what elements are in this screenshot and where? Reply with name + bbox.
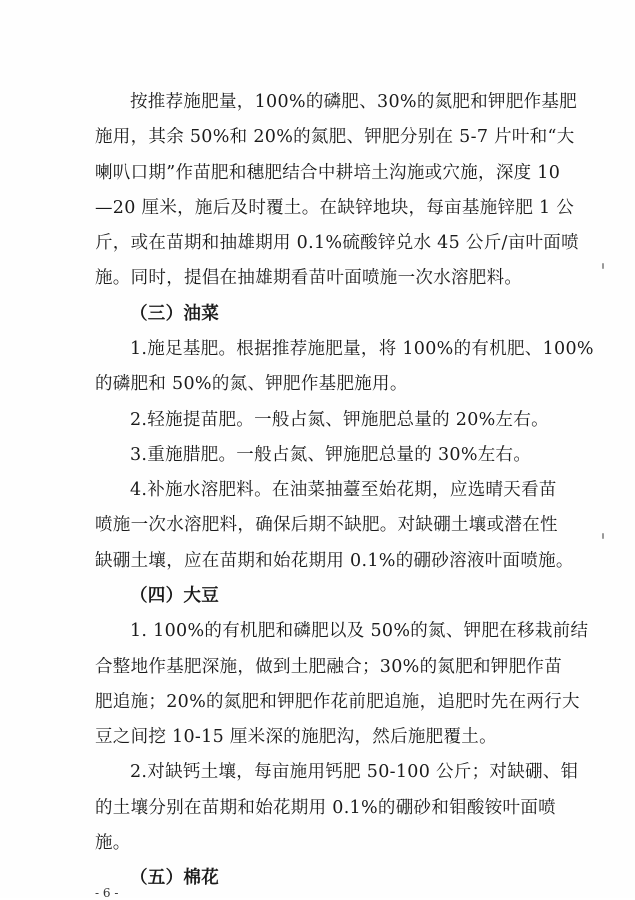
- text-line: 的磷肥和 50%的氮、钾肥作基肥施用。: [95, 374, 408, 394]
- text-line: 施用，其余 50%和 20%的氮肥、钾肥分别在 5-7 片叶和“大: [95, 127, 575, 147]
- text-line: 2.对缺钙土壤，每亩施用钙肥 50-100 公斤；对缺硼、钼: [130, 762, 579, 782]
- text-line: 喇叭口期”作苗肥和穗肥结合中耕培土沟施或穴施，深度 10: [95, 163, 561, 183]
- text-line: 肥追施；20%的氮肥和钾肥作花前肥追施，追肥时先在两行大: [95, 692, 580, 712]
- text-line: 缺硼土壤，应在苗期和始花期用 0.1%的硼砂溶液叶面喷施。: [95, 551, 574, 571]
- text-line: 豆之间挖 10-15 厘米深的施肥沟，然后施肥覆土。: [95, 727, 497, 747]
- scan-speck: [602, 263, 604, 269]
- scan-speck: [602, 533, 604, 539]
- text-line: 斤，或在苗期和抽雄期用 0.1%硫酸锌兑水 45 公斤/亩叶面喷: [95, 233, 579, 253]
- text-line: 1. 100%的有机肥和磷肥以及 50%的氮、钾肥在移栽前结: [130, 621, 589, 641]
- section-heading-soybean: （四）大豆: [130, 586, 219, 606]
- text-line: 合整地作基肥深施，做到土肥融合；30%的氮肥和钾肥作苗: [95, 657, 562, 677]
- text-line: 4.补施水溶肥料。在油菜抽薹至始花期，应选晴天看苗: [130, 480, 557, 500]
- section-heading-rapeseed: （三）油菜: [130, 304, 219, 324]
- text-line: 1.施足基肥。根据推荐施肥量，将 100%的有机肥、100%: [130, 339, 594, 359]
- text-line: 施。: [95, 833, 131, 853]
- section-heading-cotton: （五）棉花: [130, 868, 219, 888]
- page-number: - 6 -: [95, 886, 119, 900]
- text-line: 施。同时，提倡在抽雄期看苗叶面喷施一次水溶肥料。: [95, 268, 523, 288]
- text-line: 喷施一次水溶肥料，确保后期不缺肥。对缺硼土壤或潜在性: [95, 515, 558, 535]
- text-line: —20 厘米，施后及时覆土。在缺锌地块，每亩基施锌肥 1 公: [95, 198, 575, 218]
- text-line: 2.轻施提苗肥。一般占氮、钾施肥总量的 20%左右。: [130, 410, 549, 430]
- text-line: 的土壤分别在苗期和始花期用 0.1%的硼砂和钼酸铵叶面喷: [95, 798, 556, 818]
- text-line: 按推荐施肥量，100%的磷肥、30%的氮肥和钾肥作基肥: [130, 92, 578, 112]
- text-line: 3.重施腊肥。一般占氮、钾施肥总量的 30%左右。: [130, 445, 532, 465]
